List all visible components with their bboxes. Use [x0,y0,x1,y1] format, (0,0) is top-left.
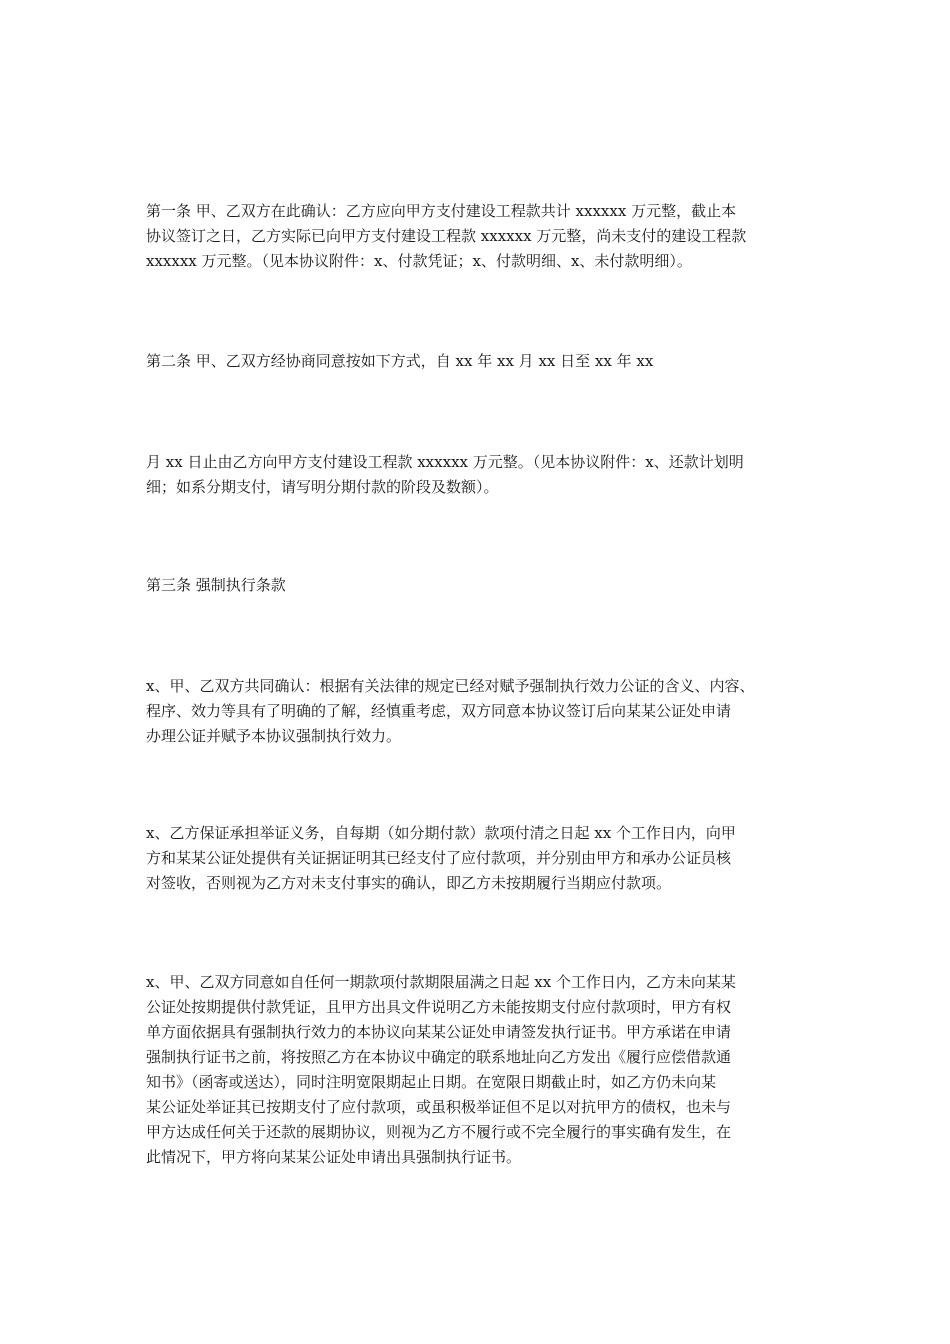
clause-confirmation-paragraph [146,674,826,749]
clause-enforcement-paragraph [146,970,826,1170]
text-line: 某公证处举证其已按期支付了应付款项，或虽积极举证但不足以对抗甲方的债权，也未与 [146,1098,732,1116]
text-line: 方和某某公证处提供有关证据证明其已经支付了应付款项，并分别由甲方和承办公证员核 [146,849,732,867]
text-line: 公证处按期提供付款凭证，且甲方出具文件说明乙方未能按期支付应付款项时，甲方有权 [146,998,732,1016]
text-line: 此情况下，甲方将向某某公证处申请出具强制执行证书。 [146,1148,522,1166]
text-line: 单方面依据具有强制执行效力的本协议向某某公证处申请签发执行证书。甲方承诺在申请 [146,1023,732,1041]
text-line: 月 xx 日止由乙方向甲方支付建设工程款 xxxxxx 万元整。（见本协议附件：x、还款计划明 [146,453,744,471]
text-line: 协议签订之日，乙方实际已向甲方支付建设工程款 xxxxxx 万元整，尚未支付的建设工程款 [146,227,747,245]
text-line: 第二条 甲、乙双方经协商同意按如下方式，自 xx 年 xx 月 xx 日至 xx 年 xx [146,352,654,370]
text-line: 程序、效力等具有了明确的了解，经慎重考虑，双方同意本协议签订后向某某公证处申请 [146,702,732,720]
article-2-paragraph [146,349,826,374]
article-2-continuation-paragraph [146,450,826,500]
text-line: 第一条 甲、乙双方在此确认：乙方应向甲方支付建设工程款共计 xxxxxx 万元整，截止本 [146,202,737,220]
clause-evidence-paragraph [146,821,826,896]
text-line: x、甲、乙双方共同确认：根据有关法律的规定已经对赋予强制执行效力公证的含义、内容、 [146,677,755,695]
text-line: x、乙方保证承担举证义务，自每期（如分期付款）款项付清之日起 xx 个工作日内，向甲 [146,824,736,842]
text-line: xxxxxx 万元整。（见本协议附件：x、付款凭证；x、付款明细、x、未付款明细）。 [146,252,692,270]
text-line: 甲方达成任何关于还款的展期协议，则视为乙方不履行或不完全履行的事实确有发生，在 [146,1123,732,1141]
text-line: 细；如系分期支付，请写明分期付款的阶段及数额）。 [146,478,499,496]
text-line: 第三条 强制执行条款 [146,576,286,594]
text-line: 办理公证并赋予本协议强制执行效力。 [146,727,402,745]
text-line: x、甲、乙双方同意如自任何一期款项付款期限届满之日起 xx 个工作日内，乙方未向某某 [146,973,736,991]
text-line: 知书》（函寄或送达），同时注明宽限期起止日期。在宽限日期截止时，如乙方仍未向某 [146,1073,717,1091]
text-line: 对签收，否则视为乙方对未支付事实的确认，即乙方未按期履行当期应付款项。 [146,874,672,892]
article-1-paragraph [146,199,826,274]
text-line: 强制执行证书之前，将按照乙方在本协议中确定的联系地址向乙方发出《履行应偿借款通 [146,1048,732,1066]
article-3-heading [146,573,826,598]
